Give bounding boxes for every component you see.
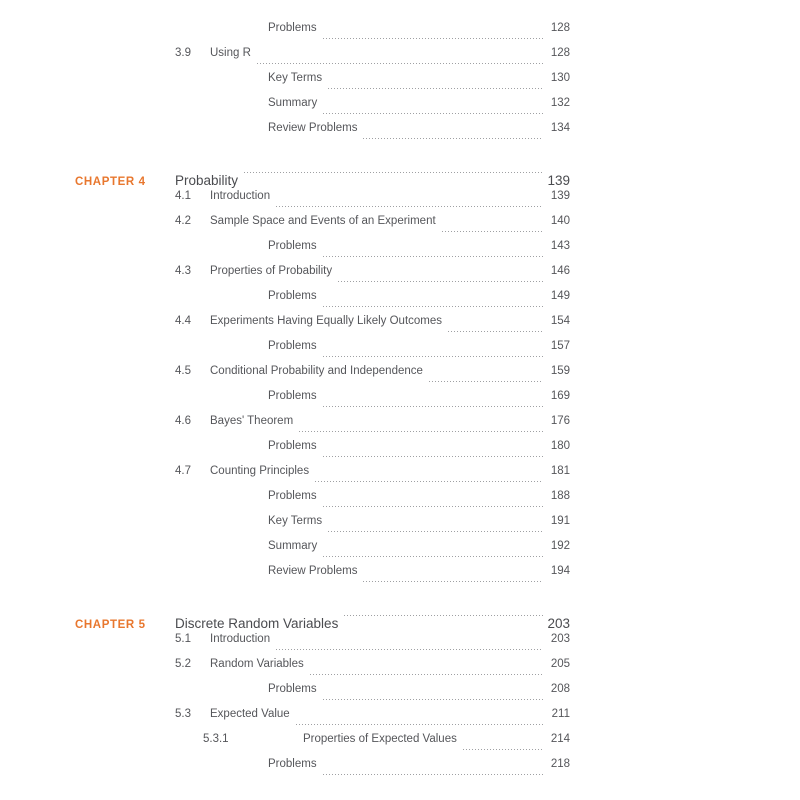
dot-leader [322,113,543,114]
entry-title: Problems [268,290,317,302]
entry-title: Properties of Probability [210,265,333,277]
entry-title: Using R [210,47,251,59]
section-number: 4.4 [175,315,191,327]
entry-title: Problems [268,490,317,502]
entry-title: Experiments Having Equally Likely Outcomes [210,315,443,327]
page-number: 128 [550,22,570,34]
dot-leader [275,649,543,650]
toc-entry-row[interactable] [0,190,800,215]
page-number: 192 [550,540,570,552]
section-number: 4.7 [175,465,191,477]
section-number: 4.3 [175,265,191,277]
toc-entry-row[interactable] [0,733,800,758]
page-number: 159 [550,365,570,377]
entry-title: Random Variables [210,658,304,670]
chapter-title: Discrete Random Variables [175,616,339,631]
page-number: 130 [550,72,570,84]
page-number: 214 [550,733,570,745]
dot-leader [275,206,543,207]
dot-leader [362,138,543,139]
page-number: 149 [550,290,570,302]
entry-title: Counting Principles [210,465,310,477]
page-number: 188 [550,490,570,502]
entry-title: Problems [268,340,317,352]
subsection-number: 5.3.1 [203,733,229,745]
chapter-title: Probability [175,173,239,188]
dot-leader [322,456,543,457]
page-number: 139 [550,190,570,202]
page-number: 180 [550,440,570,452]
dot-leader [314,481,543,482]
entry-title: Problems [268,440,317,452]
toc-entry-row[interactable] [0,215,800,240]
section-number: 4.2 [175,215,191,227]
dot-leader [322,256,543,257]
toc-entry-row[interactable] [0,22,800,47]
page-number: 154 [550,315,570,327]
page-number: 191 [550,515,570,527]
page-number: 203 [550,633,570,645]
toc-entry-row[interactable] [0,240,800,265]
section-number: 4.6 [175,415,191,427]
page-number: 139 [547,173,570,188]
page-number: 132 [550,97,570,109]
dot-leader [327,88,543,89]
dot-leader [343,615,543,616]
toc-entry-row[interactable] [0,340,800,365]
page-number: 143 [550,240,570,252]
entry-title: Summary [268,97,318,109]
section-number: 5.3 [175,708,191,720]
entry-title: Problems [268,683,317,695]
entry-title: Review Problems [268,565,358,577]
toc-chapter-row[interactable] [0,147,800,190]
toc-entry-row[interactable] [0,72,800,97]
entry-title: Summary [268,540,318,552]
toc-entry-row[interactable] [0,390,800,415]
dot-leader [327,531,543,532]
toc-entry-row[interactable] [0,658,800,683]
page-number: 208 [550,683,570,695]
dot-leader [243,172,543,173]
dot-leader [322,699,543,700]
section-number: 3.9 [175,47,191,59]
page-number: 134 [550,122,570,134]
page-number: 169 [550,390,570,402]
page-number: 140 [550,215,570,227]
chapter-label: CHAPTER 4 [75,176,146,188]
entry-title: Conditional Probability and Independence [210,365,423,377]
toc-entry-row[interactable] [0,315,800,340]
entry-title: Problems [268,22,317,34]
toc-entry-row[interactable] [0,365,800,390]
toc-entry-row[interactable] [0,465,800,490]
toc-chapter-row[interactable] [0,590,800,633]
page-number: 128 [550,47,570,59]
entry-title: Expected Value [210,708,290,720]
dot-leader [322,38,543,39]
page-number: 146 [550,265,570,277]
entry-title: Sample Space and Events of an Experiment [210,215,436,227]
toc-entry-row[interactable] [0,415,800,440]
dot-leader [362,581,543,582]
entry-title: Introduction [210,633,271,645]
toc-entry-row[interactable] [0,490,800,515]
dot-leader [428,381,543,382]
entry-title: Key Terms [268,515,323,527]
page-number: 203 [547,616,570,631]
chapter-label: CHAPTER 5 [75,619,146,631]
dot-leader [462,749,543,750]
toc-entry-row[interactable] [0,97,800,122]
page-number: 194 [550,565,570,577]
dot-leader [309,674,543,675]
page-number: 157 [550,340,570,352]
toc-entry-row[interactable] [0,440,800,465]
dot-leader [322,306,543,307]
section-number: 4.5 [175,365,191,377]
toc-entry-row[interactable] [0,290,800,315]
entry-title: Problems [268,240,317,252]
dot-leader [322,356,543,357]
entry-title: Key Terms [268,72,323,84]
toc-entry-row[interactable] [0,540,800,565]
dot-leader [322,506,543,507]
dot-leader [322,774,543,775]
entry-title: Properties of Expected Values [303,733,457,745]
dot-leader [295,724,543,725]
page-number: 211 [551,708,570,720]
section-number: 5.2 [175,658,191,670]
page-number: 181 [550,465,570,477]
dot-leader [337,281,543,282]
entry-title: Introduction [210,190,271,202]
section-number: 5.1 [175,633,191,645]
entry-title: Problems [268,390,317,402]
entry-title: Problems [268,758,317,770]
toc-entry-row[interactable] [0,708,800,733]
toc-entry-row[interactable] [0,265,800,290]
toc-entry-row[interactable] [0,515,800,540]
dot-leader [447,331,543,332]
section-number: 4.1 [175,190,191,202]
dot-leader [322,406,543,407]
page-number: 218 [550,758,570,770]
toc-entry-row[interactable] [0,633,800,658]
dot-leader [322,556,543,557]
toc-entry-row[interactable] [0,47,800,72]
toc-entry-row[interactable] [0,758,800,783]
entry-title: Review Problems [268,122,358,134]
toc-entry-row[interactable] [0,565,800,590]
dot-leader [256,63,543,64]
entry-title: Bayes' Theorem [210,415,294,427]
toc-entry-row[interactable] [0,122,800,147]
dot-leader [441,231,543,232]
dot-leader [298,431,543,432]
page-number: 205 [550,658,570,670]
toc-entry-row[interactable] [0,683,800,708]
page-number: 176 [550,415,570,427]
